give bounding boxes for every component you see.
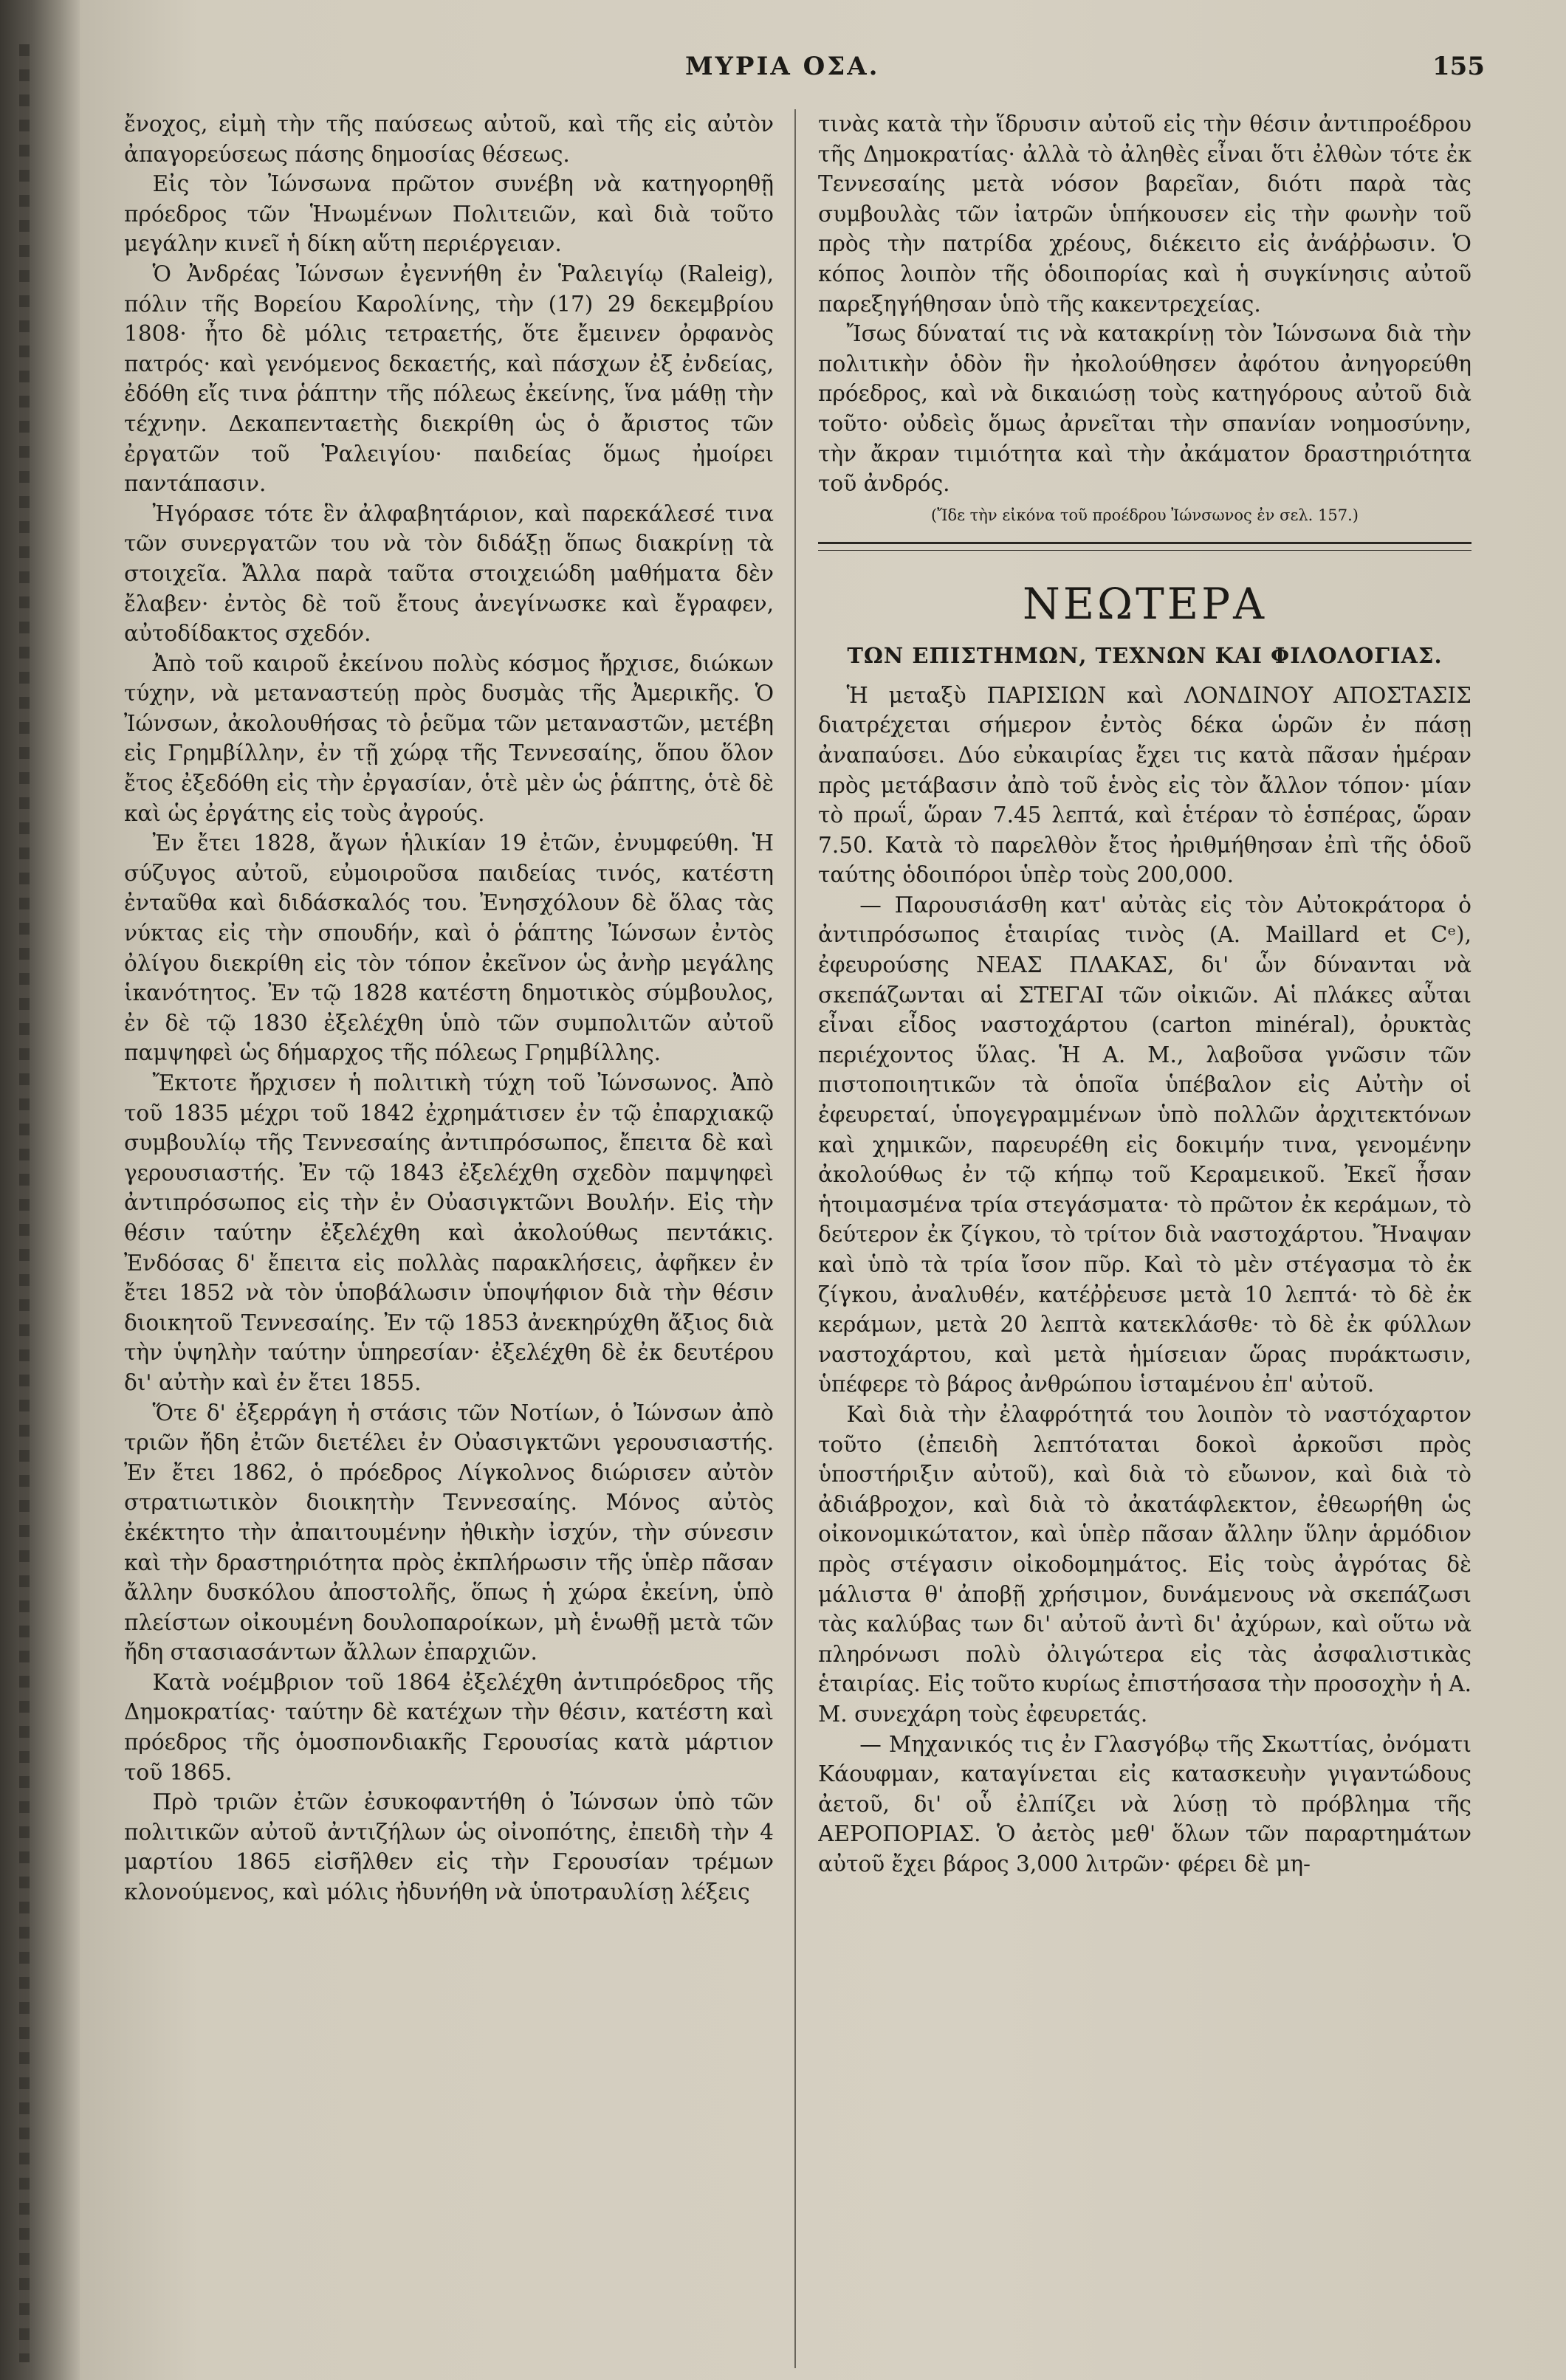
paragraph: Ἐν ἔτει 1828, ἄγων ἡλικίαν 19 ἐτῶν, ἐνυμφεύθη. Ἡ σύζυγος αὐτοῦ, εὐμοιροῦσα παιδείας τινός, κατέστη ἐνταῦθα καὶ διδάσκαλός του. Ἐνησχόλουν δὲ ὅλας τὰς νύκτας εἰς τὴν σπουδήν, καὶ ὁ ῥάπτης Ἰώνσων ἐντὸς ὀλίγου διεκρίθη εἰς τὸν τόπον ἐκεῖνον ὡς ἀνὴρ μεγάλης ἱκανότητος. Ἐν τῷ 1828 κατέστη δημοτικὸς σύμβουλος, ἐν δὲ τῷ 1830 ἐξελέχθη ὑπὸ τῶν συμπολιτῶν αὐτοῦ παμψηφεὶ ὡς δήμαρχος τῆς πόλεως Γρημβίλλης. [124, 830, 774, 1066]
page-header [80, 52, 1566, 96]
paragraph: ἔνοχος, εἰμὴ τὴν τῆς παύσεως αὐτοῦ, καὶ τῆς εἰς αὐτὸν ἀπαγορεύσεως πάσης δημοσίας θέσεως. [124, 111, 774, 167]
paragraph: Ἔκτοτε ἤρχισεν ἡ πολιτικὴ τύχη τοῦ Ἰώνσωνος. Ἀπὸ τοῦ 1835 μέχρι τοῦ 1842 ἐχρημάτισεν ἐν τῷ ἐπαρχιακῷ συμβουλίῳ τῆς Τεννεσαίης ἀντιπρόσωπος, ἔπειτα δὲ καὶ γερουσιαστής. Ἐν τῷ 1843 ἐξελέχθη σχεδὸν παμψηφεὶ ἀντιπρόσωπος εἰς τὴν ἐν Οὐασιγκτῶνι Βουλήν. Εἰς τὴν θέσιν ταύτην ἐξελέχθη καὶ ἀκολούθως πεντάκις. Ἐνδόσας δ' ἔπειτα εἰς πολλὰς παρακλήσεις, ἀφῆκεν ἐν ἔτει 1852 νὰ τὸν ὑποβάλωσιν ὑποψήφιον διὰ τὴν θέσιν διοικητοῦ Τεννεσαίης. Ἐν τῷ 1853 ἀνεκηρύχθη ἄξιος διὰ τὴν ὑψηλὴν ταύτην ὑπηρεσίαν· ἐξελέχθη δὲ ἐκ δευτέρου δι' αὐτὴν καὶ ἐν ἔτει 1855. [124, 1070, 774, 1395]
paragraph: Ὁ Ἀνδρέας Ἰώνσων ἐγεννήθη ἐν Ῥαλειγίῳ (Raleig), πόλιν τῆς Βορείου Καρολίνης, τὴν (17) 29 δεκεμβρίου 1808· ἦτο δὲ μόλις τετραετής, ὅτε ἔμεινεν ὀρφανὸς πατρός· καὶ γενόμενος δεκαετής, καὶ πάσχων ἐξ ἐνδείας, ἐδόθη εἴς τινα ῥάπτην τῆς πόλεως ἐκείνης, ἵνα μάθῃ τὴν τέχνην. Δεκαπενταετὴς διεκρίθη ὡς ὁ ἄριστος τῶν ἐργατῶν τοῦ Ῥαλειγίου· παιδείας ὅμως ἠμοίρει παντάπασιν. [124, 261, 774, 497]
page-edge [19, 44, 30, 2362]
running-title: ΜΥΡΙΑ ΟΣΑ. [685, 52, 880, 81]
paragraph: Πρὸ τριῶν ἐτῶν ἐσυκοφαντήθη ὁ Ἰώνσων ὑπὸ τῶν πολιτικῶν αὐτοῦ ἀντιζήλων ὡς οἰνοπότης, ἐπειδὴ τὴν 4 μαρτίου 1865 εἰσῆλθεν εἰς τὴν Γερουσίαν τρέμων κλονούμενος, καὶ μόλις ἠδυνήθη νὰ ὑποτραυλίσῃ λέξεις [124, 1789, 774, 1905]
paragraph: Ὅτε δ' ἐξερράγη ἡ στάσις τῶν Νοτίων, ὁ Ἰώνσων ἀπὸ τριῶν ἤδη ἐτῶν διετέλει ἐν Οὐασιγκτῶνι γερουσιαστής. Ἐν ἔτει 1862, ὁ πρόεδρος Λίγκολνος διώρισεν αὐτὸν στρατιωτικὸν διοικητὴν Τεννεσαίης. Μόνος αὐτὸς ἐκέκτητο τὴν ἀπαιτουμένην ἠθικὴν ἰσχύν, τὴν σύνεσιν καὶ τὴν δραστηριότητα πρὸς ἐκπλήρωσιν τῆς ὑπὲρ πᾶσαν ἄλλην δυσκόλου ἀποστολῆς, ὅπως ἡ χώρα ἐκείνη, ὑπὸ πλείστων οἰκουμένη δουλοπαροίκων, μὴ ἑνωθῇ μετὰ τῶν ἤδη στασιασάντων ἄλλων ἐπαρχιῶν. [124, 1400, 774, 1665]
right-column [818, 109, 1471, 2368]
page-number: 155 [1432, 52, 1485, 81]
paragraph: Ἴσως δύναταί τις νὰ κατακρίνῃ τὸν Ἰώνσωνα διὰ τὴν πολιτικὴν ὁδὸν ἣν ἠκολούθησεν ἀφότου ἀνηγορεύθη πρόεδρος, καὶ νὰ δικαιώσῃ τοὺς κατηγόρους αὐτοῦ διὰ τοῦτο· οὐδεὶς ὅμως ἀρνεῖται τὴν σπανίαν νοημοσύνην, τὴν ἄκραν τιμιότητα καὶ τὴν ἀκάματον δραστηριότητα τοῦ ἀνδρός. [818, 321, 1471, 497]
paragraph: Ἀπὸ τοῦ καιροῦ ἐκείνου πολὺς κόσμος ἤρχισε, διώκων τύχην, νὰ μεταναστεύῃ πρὸς δυσμὰς τῆς Ἀμερικῆς. Ὁ Ἰώνσων, ἀκολουθήσας τὸ ῥεῦμα τῶν μεταναστῶν, μετέβη εἰς Γρημβίλλην, ἐν τῇ χώρᾳ τῆς Τεννεσαίης, ὅπου ὅλον ἔτος ἐξεδόθη εἰς τὴν ἐργασίαν, ὁτὲ μὲν ὡς ῥάπτης, ὁτὲ δὲ καὶ ὡς ἐργάτης εἰς τοὺς ἀγρούς. [124, 650, 774, 826]
binding-gutter [0, 0, 80, 2380]
section-subtitle: ΤΩΝ ΕΠΙΣΤΗΜΩΝ, ΤΕΧΝΩΝ ΚΑΙ ΦΙΛΟΛΟΓΙΑΣ. [847, 642, 1443, 668]
column-divider [794, 109, 796, 2368]
news-item: Καὶ διὰ τὴν ἐλαφρότητά του λοιπὸν τὸ ναστόχαρτον τοῦτο (ἐπειδὴ λεπτόταται δοκοὶ ἀρκοῦσι πρὸς ὑποστήριξιν αὐτοῦ), καὶ διὰ τὸ εὔωνον, καὶ διὰ τὸ ἀδιάβροχον, καὶ διὰ τὸ ἀκατάφλεκτον, ἐθεωρήθη ὡς οἰκονομικώτατον, καὶ ὑπὲρ πᾶσαν ἄλλην ὕλην ἁρμόδιον πρὸς στέγασιν οἰκοδομημάτος. Εἰς τοὺς ἀγρότας δὲ μάλιστα θ' ἀποβῇ χρήσιμον, δυνάμενους νὰ σκεπάζωσι τὰς καλύβας των δι' αὐτοῦ ἀντὶ δι' ἀχύρων, καὶ οὕτω νὰ πληρόνωσι πολὺ ὀλιγώτερα εἰς τὰς ἀσφαλιστικὰς ἑταιρίας. Εἰς τοῦτο κυρίως ἐπιστήσασα τὴν προσοχὴν ἡ Α. Μ. συνεχάρη τοὺς ἐφευρετάς. [818, 1401, 1471, 1727]
scanned-page [80, 0, 1566, 2380]
news-item: — Μηχανικός τις ἐν Γλασγόβῳ τῆς Σκωττίας, ὀνόματι Κάουφμαν, καταγίνεται εἰς κατασκευὴν γιγαντώδους ἀετοῦ, δι' οὗ ἐλπίζει νὰ λύσῃ τὸ πρόβλημα τῆς ΑΕΡΟΠΟΡΙΑΣ. Ὁ ἀετὸς μεθ' ὅλων τῶν παραρτημάτων αὐτοῦ ἔχει βάρος 3,000 λιτρῶν· φέρει δὲ μη- [818, 1731, 1471, 1877]
paragraph: Εἰς τὸν Ἰώνσωνα πρῶτον συνέβη νὰ κατηγορηθῇ πρόεδρος τῶν Ἡνωμένων Πολιτειῶν, καὶ διὰ τοῦτο μεγάλην κινεῖ ἡ δίκη αὕτη περιέργειαν. [124, 171, 774, 257]
left-column [124, 109, 774, 2368]
paragraph: Ἠγόρασε τότε ἓν ἀλφαβητάριον, καὶ παρεκάλεσέ τινα τῶν συνεργατῶν του νὰ τὸν διδάξῃ ὅπως διακρίνῃ τὰ στοιχεῖα. Ἄλλα παρὰ ταῦτα στοιχειώδη μαθήματα δὲν ἔλαβεν· ἐντὸς δὲ τοῦ ἔτους ἀνεγίνωσκε καὶ ἔγραφεν, αὐτοδίδακτος σχεδόν. [124, 501, 774, 647]
paragraph: τινὰς κατὰ τὴν ἵδρυσιν αὐτοῦ εἰς τὴν θέσιν ἀντιπροέδρου τῆς Δημοκρατίας· ἀλλὰ τὸ ἀληθὲς εἶναι ὅτι ἐλθὼν τότε ἐκ Τεννεσαίης μετὰ νόσον βαρεῖαν, διότι παρὰ τὰς συμβουλὰς τῶν ἰατρῶν ὑπήκουσεν εἰς τὴν φωνὴν τοῦ πρὸς τὴν πατρίδα χρέους, διέκειτο εἰς ἀνάῤῥωσιν. Ὁ κόπος λοιπὸν τῆς ὁδοιπορίας καὶ ἡ συγκίνησις αὐτοῦ παρεξηγήθησαν ὑπὸ τῆς κακεντρεχείας. [818, 111, 1471, 317]
news-item: — Παρουσιάσθη κατ' αὐτὰς εἰς τὸν Αὐτοκράτορα ὁ ἀντιπρόσωπος ἑταιρίας τινὸς (A. Maillard et Cᵉ), ἐφευρούσης ΝΕΑΣ ΠΛΑΚΑΣ, δι' ὧν δύνανται νὰ σκεπάζωνται αἱ ΣΤΕΓΑΙ τῶν οἰκιῶν. Αἱ πλάκες αὗται εἶναι εἶδος ναστοχάρτου (carton minéral), ὀρυκτὰς περιέχοντος ὕλας. Ἡ Α. Μ., λαβοῦσα γνῶσιν τῶν πιστοποιητικῶν τὰ ὁποῖα ὑπέβαλον εἰς Αὐτὴν οἱ ἐφευρεταί, ὑπογεγραμμένων ὑπὸ πολλῶν ἀρχιτεκτόνων καὶ χημικῶν, παρευρέθη εἰς δοκιμήν τινα, γενομένην ἀκολούθως ἐν τῷ κήπῳ τοῦ Κεραμεικοῦ. Ἐκεῖ ἦσαν ἡτοιμασμένα τρία στεγάσματα· τὸ πρῶτον ἐκ κεράμων, τὸ δεύτερον ἐκ ζίγκου, τὸ τρίτον διὰ ναστοχάρτου. Ἤναψαν καὶ ὑπὸ τὰ τρία ἴσον πῦρ. Καὶ τὸ μὲν στέγασμα τὸ ἐκ ζίγκου, ἀναλυθέν, κατέῤῥευσε μετὰ 10 λεπτά· τὸ δὲ ἐκ κεράμων, μετὰ 20 λεπτὰ κατεκλάσθε· τὸ δὲ ἐκ φύλλων ναστοχάρτου, καὶ μετὰ ἡμίσειαν ὥρας πυράκτωσιν, ὑπέφερε τὸ βάρος ἀνθρώπου ἱσταμένου ἐπ' αὐτοῦ. [818, 892, 1471, 1397]
section-title: ΝΕΩΤΕΡΑ [1022, 578, 1268, 629]
paragraph: Κατὰ νοέμβριον τοῦ 1864 ἐξελέχθη ἀντιπρόεδρος τῆς Δημοκρατίας· ταύτην δὲ κατέχων τὴν θέσιν, κατέστη καὶ πρόεδρος τῆς ὁμοσπονδιακῆς Γερουσίας κατὰ μάρτιον τοῦ 1865. [124, 1669, 774, 1785]
section-divider [818, 542, 1471, 551]
news-item: Ἡ μεταξὺ ΠΑΡΙΣΙΩΝ καὶ ΛΟΝΔΙΝΟΥ ΑΠΟΣΤΑΣΙΣ διατρέχεται σήμερον ἐντὸς δέκα ὡρῶν ἐν πάσῃ ἀναπαύσει. Δύο εὐκαιρίας ἔχει τις κατὰ πᾶσαν ἡμέραν πρὸς μετάβασιν ἀπὸ τοῦ ἑνὸς εἰς τὸν ἄλλον τόπον· μίαν τὸ πρωΐ, ὥραν 7.45 λεπτά, καὶ ἑτέραν τὸ ἑσπέρας, ὥραν 7.50. Κατὰ τὸ παρελθὸν ἔτος ἠριθμήθησαν ἐπὶ τῆς ὁδοῦ ταύτης ὁδοιπόροι ὑπὲρ τοὺς 200,000. [818, 682, 1471, 888]
image-reference-caption: (Ἴδε τὴν εἰκόνα τοῦ προέδρου Ἰώνσωνος ἐν σελ. 157.) [931, 506, 1359, 524]
